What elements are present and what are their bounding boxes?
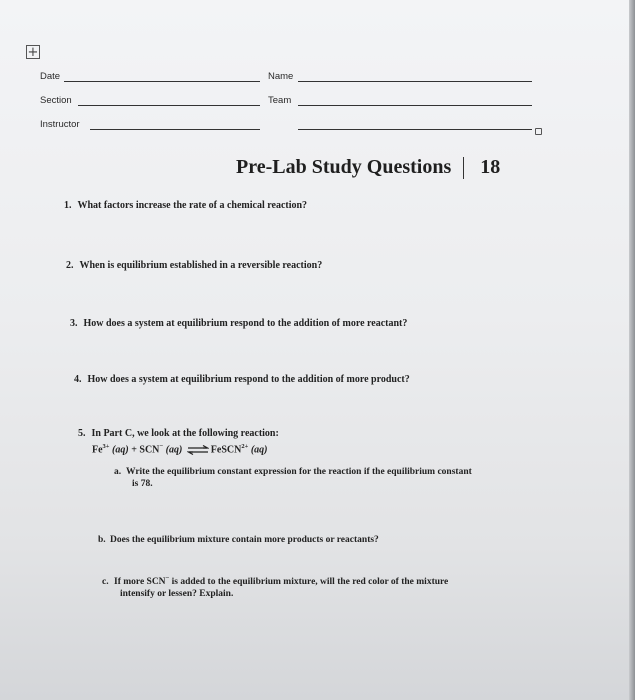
- question-text: What factors increase the rate of a chemical reaction?: [77, 200, 308, 211]
- scn-symbol: + SCN: [128, 444, 160, 456]
- corner-mark: [535, 128, 542, 135]
- phase-3: (aq): [250, 444, 268, 456]
- scn-charge: −: [159, 443, 164, 450]
- question-number: 4.: [74, 374, 82, 385]
- subquestion-c: [102, 573, 448, 600]
- question-number: 1.: [64, 200, 72, 211]
- question-text-post: , we look at the following reaction:: [132, 428, 279, 439]
- product-charge: 2+: [241, 443, 249, 450]
- page-edge: [629, 0, 635, 700]
- blank-line[interactable]: [298, 129, 532, 130]
- question-2: [66, 260, 322, 271]
- subquestion-charge: −: [165, 575, 170, 582]
- name-label: Name: [268, 71, 294, 82]
- subquestion-text-cont: intensify or lessen? Explain.: [120, 589, 234, 600]
- subquestion-text-cont: is 78.: [132, 479, 153, 489]
- question-text-part: C: [124, 428, 133, 439]
- question-5: [78, 428, 279, 439]
- question-number: 5.: [78, 428, 86, 439]
- section-line[interactable]: [78, 105, 260, 106]
- equilibrium-arrow-icon: [187, 445, 209, 455]
- reaction-equation: [92, 443, 267, 455]
- question-text: When is equilibrium established in a reversible reaction?: [79, 260, 323, 271]
- plus-icon[interactable]: +: [27, 45, 39, 60]
- team-line[interactable]: [298, 105, 532, 106]
- name-line[interactable]: [298, 81, 532, 82]
- instructor-label: Instructor: [40, 119, 80, 130]
- subquestion-letter: c.: [102, 577, 109, 588]
- subquestion-a: [114, 466, 472, 490]
- phase-2: (aq): [165, 444, 183, 456]
- question-3: [70, 318, 407, 329]
- question-1: [64, 200, 307, 211]
- subquestion-text: Does the equilibrium mixture contain more products or reactants?: [110, 535, 379, 545]
- fe-charge: 3+: [102, 443, 110, 450]
- phase-1: (aq): [112, 444, 129, 456]
- page-title-row: [236, 156, 500, 179]
- fe-symbol: Fe: [92, 444, 103, 456]
- subquestion-text-pre: If more SCN: [114, 577, 166, 588]
- question-text-pre: In Part: [91, 428, 125, 439]
- subquestion-letter: b.: [98, 535, 106, 545]
- chapter-number: 18: [480, 156, 501, 178]
- date-label: Date: [40, 71, 61, 82]
- team-label: Team: [268, 95, 292, 106]
- question-number: 2.: [66, 260, 74, 271]
- date-line[interactable]: [64, 81, 260, 82]
- question-number: 3.: [70, 318, 78, 329]
- question-text: How does a system at equilibrium respond to the addition of more product?: [87, 374, 410, 385]
- subquestion-text-post: is added to the equilibrium mixture, will the red color of the mixture: [169, 577, 449, 588]
- question-text: How does a system at equilibrium respond to the addition of more reactant?: [83, 318, 408, 329]
- page-title: Pre-Lab Study Questions: [236, 156, 452, 178]
- subquestion-letter: a.: [114, 467, 122, 477]
- question-4: [74, 374, 410, 385]
- product-symbol: FeSCN: [210, 444, 242, 456]
- section-label: Section: [40, 95, 72, 106]
- subquestion-text: Write the equilibrium constant expression for the reaction if the equilibrium constant: [126, 467, 472, 477]
- subquestion-b: [98, 534, 379, 546]
- title-divider: [463, 157, 464, 179]
- instructor-line[interactable]: [90, 129, 260, 130]
